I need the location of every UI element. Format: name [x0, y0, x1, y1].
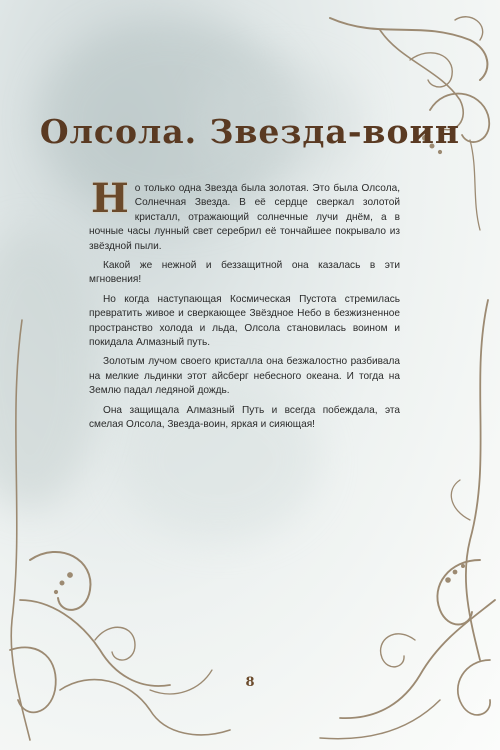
- paragraph: Она защищала Алмазный Путь и всегда побеждала, эта смелая Олсола, Звезда-воин, яркая и сияющая!: [89, 404, 400, 431]
- paragraph-text: о только одна Звезда была золотая. Это была Олсола, Солнечная Звезда. В её сердце сверкал золотой кристалл, отражающий солнечные лучи днём, а в ночные часы лунный свет серебрил её тончайшее покрывало из звёздной пыли.: [89, 183, 400, 252]
- story-text: [89, 175, 400, 438]
- drop-cap: Н: [91, 175, 129, 222]
- paragraph: Какой же нежной и беззащитной она казалась в эти мгновения!: [89, 260, 400, 286]
- paragraph: [89, 175, 400, 254]
- paragraph: Но когда наступающая Космическая Пустота стремилась превратить живое и сверкающее Звёздное Небо в безжизненное пространство холода и льда, Олсола становилась воином и покидала Алмазный путь.: [89, 293, 400, 349]
- page-number: 8: [245, 675, 255, 690]
- page-title: Олсола. Звезда-воин: [39, 112, 461, 151]
- paragraph: Золотым лучом своего кристалла она безжалостно разбивала на мелкие льдинки этот айсберг небесного океана. И тогда на Землю падал ледяной дождь.: [89, 356, 400, 397]
